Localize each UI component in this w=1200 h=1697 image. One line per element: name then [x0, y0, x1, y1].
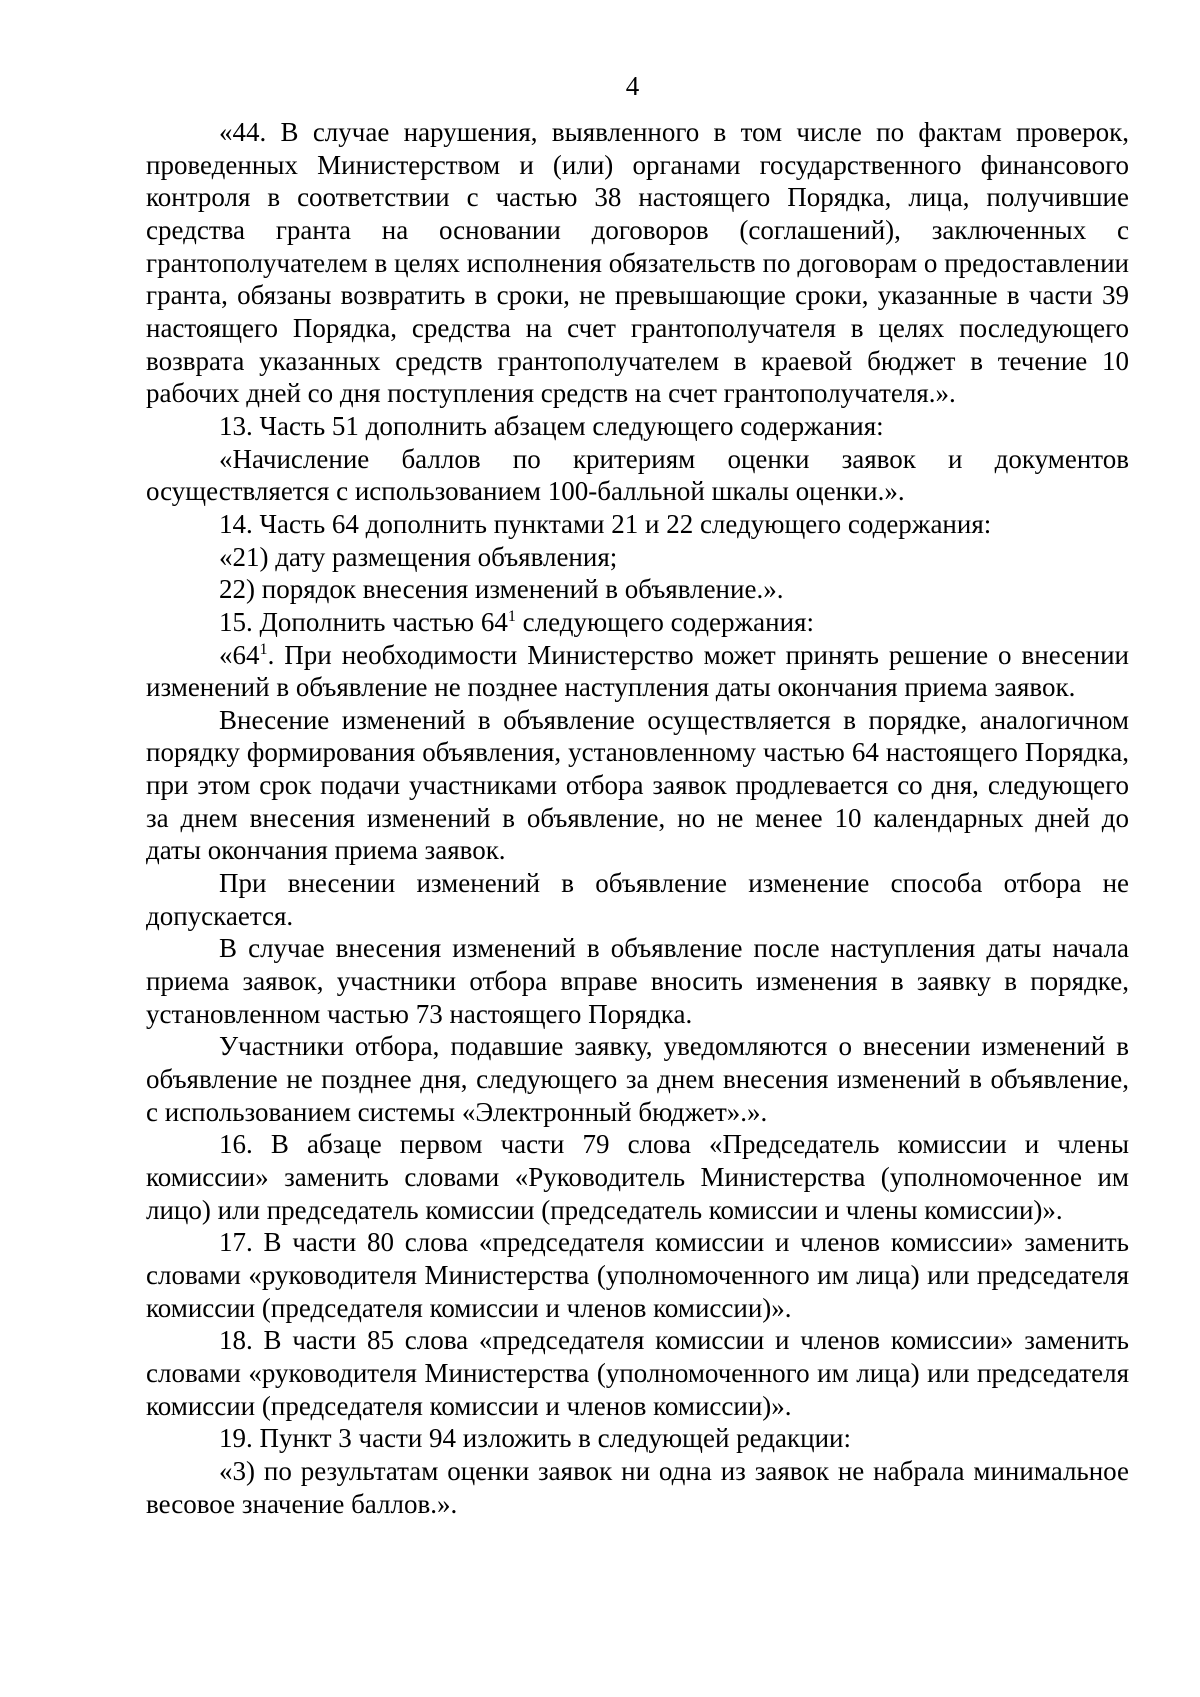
paragraph-15-superscript: 1	[507, 606, 516, 625]
paragraph-changes-after-start: В случае внесения изменений в объявление после наступления даты начала приема заявок, участники отбора вправе вносить изменения в заявку в порядке, установленном частью 73 настоящего Порядка.	[146, 933, 1129, 1029]
page-number: 4	[625, 71, 640, 101]
paragraph-notification: Участники отбора, подавшие заявку, уведомляются о внесении изменений в объявление не позднее дня, следующего за днем внесения изменений в объявление, с использованием системы «Электронный бюджет».».	[146, 1031, 1129, 1127]
paragraph-16: 16. В абзаце первом части 79 слова «Председатель комиссии и члены комиссии» заменить словами «Руководитель Министерства (уполномоченное им лицо) или председатель комиссии (председатель комиссии и члены комиссии)».	[146, 1129, 1129, 1225]
paragraph-64-1-text-after: . При необходимости Министерство может принять решение о внесении изменений в объявление не позднее наступления даты окончания приема заявок.	[146, 639, 1129, 703]
paragraph-15-text-after: следующего содержания:	[515, 606, 814, 637]
paragraph-64-1-text-before: «64	[219, 639, 260, 670]
document-body	[146, 116, 1129, 1520]
paragraph-14-item-21: «21) дату размещения объявления;	[219, 541, 618, 572]
paragraph-changes-procedure: Внесение изменений в объявление осуществляется в порядке, аналогичном порядку формирования объявления, установленному частью 64 настоящего Порядка, при этом срок подачи участниками отбора заявок продлевается со дня, следующего за днем внесения изменений в объявление, но не менее 10 календарных дней до даты окончания приема заявок.	[146, 704, 1129, 866]
paragraph-14: 14. Часть 64 дополнить пунктами 21 и 22 следующего содержания:	[219, 508, 992, 539]
paragraph-13-quote: «Начисление баллов по критериям оценки заявок и документов осуществляется с использованием 100-балльной шкалы оценки.».	[146, 443, 1129, 507]
paragraph-64-1-superscript: 1	[259, 639, 268, 658]
paragraph-14-item-22: 22) порядок внесения изменений в объявление.».	[219, 574, 784, 605]
paragraph-15-text-before: 15. Дополнить частью 64	[219, 606, 508, 637]
paragraph-13: 13. Часть 51 дополнить абзацем следующего содержания:	[219, 410, 884, 441]
paragraph-17: 17. В части 80 слова «председателя комиссии и членов комиссии» заменить словами «руководителя Министерства (уполномоченного им лица) или председателя комиссии (председателя комиссии и членов комиссии)».	[146, 1227, 1129, 1323]
paragraph-19: 19. Пункт 3 части 94 изложить в следующей редакции:	[219, 1423, 851, 1454]
paragraph-selection-method: При внесении изменений в объявление изменение способа отбора не допускается.	[146, 868, 1129, 931]
paragraph-15	[146, 606, 1129, 639]
paragraph-18: 18. В части 85 слова «председателя комиссии и членов комиссии» заменить словами «руководителя Министерства (уполномоченного им лица) или председателя комиссии (председателя комиссии и членов комиссии)».	[146, 1325, 1129, 1421]
paragraph-64-1	[146, 639, 1129, 704]
paragraph-19-item-3: «3) по результатам оценки заявок ни одна из заявок не набрала минимальное весовое значение баллов.».	[146, 1455, 1129, 1519]
paragraph-44: «44. В случае нарушения, выявленного в том числе по фактам проверок, проведенных Министерством и (или) органами государственного финансового контроля в соответствии с частью 38 настоящего Порядка, лица, получившие средства гранта на основании договоров (соглашений), заключенных с грантополучателем в целях исполнения обязательств по договорам о предоставлении гранта, обязаны возвратить в сроки, не превышающие сроки, указанные в части 39 настоящего Порядка, средства на счет грантополучателя в целях последующего возврата указанных средств грантополучателем в краевой бюджет в течение 10 рабочих дней со дня поступления средств на счет грантополучателя.».	[146, 117, 1129, 409]
